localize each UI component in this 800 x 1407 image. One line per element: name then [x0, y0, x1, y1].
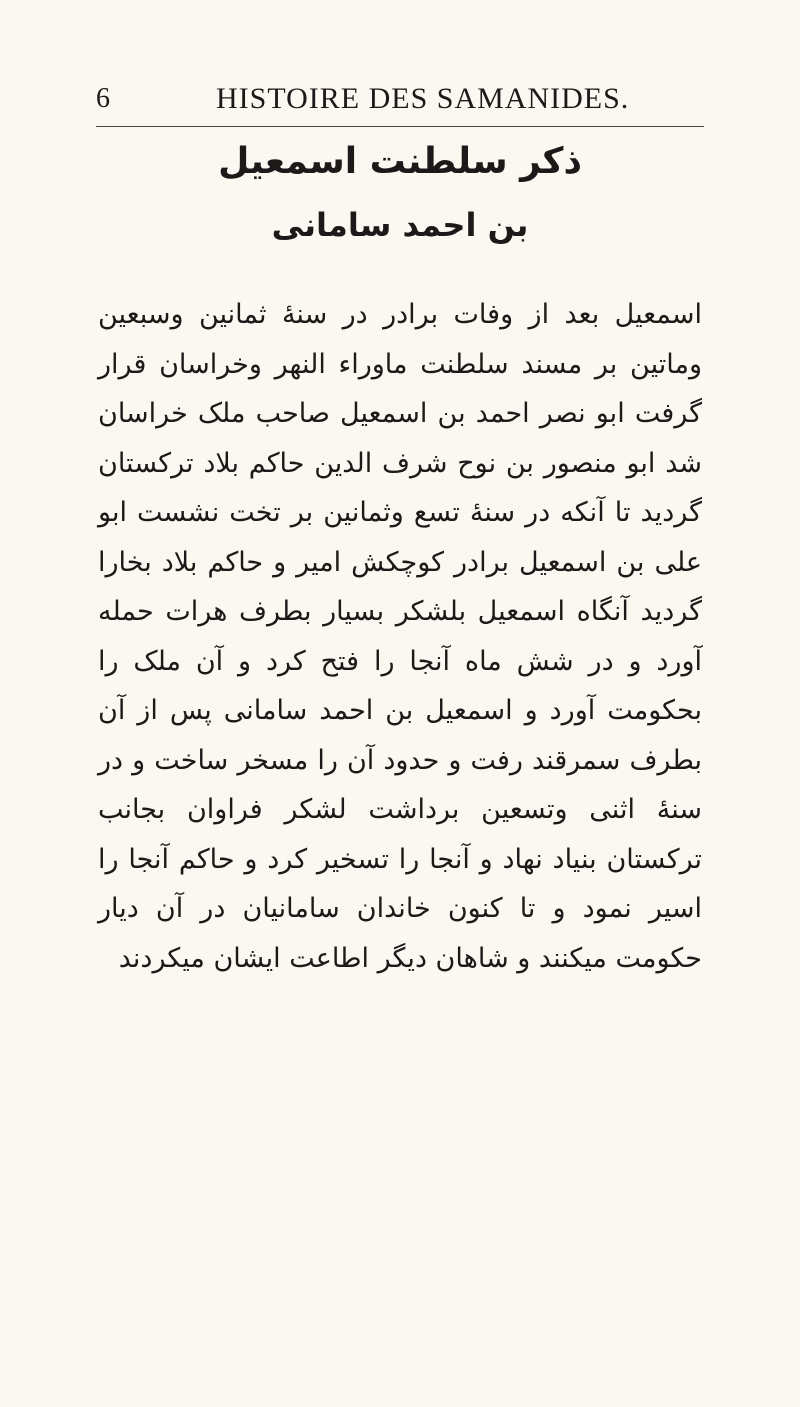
- page-number: 6: [96, 83, 110, 114]
- body-text: [98, 290, 702, 983]
- header-rule: [96, 126, 704, 127]
- chapter-subtitle: بن احمد سامانى: [271, 206, 529, 244]
- body-paragraph: اسمعيل بعد از وفات برادر در سنهٔ ثمانین وسبعین وماتین بر مسند سلطنت ماوراء النهر وخراسان قرار گرفت ابو نصر احمد بن اسمعیل صاحب ملک خراسان شد ابو منصور بن نوح شرف الدین حاکم بلاد ترکستان گردید تا آنکه در سنهٔ تسع وثمانین بر تخت نشست ابو علی بن اسمعیل برادر کوچکش امیر و حاکم بلاد بخارا گردید آنگاه اسمعیل بلشکر بسیار بطرف هرات حمله آورد و در شش ماه آنجا را فتح کرد و آن ملک را بحکومت آورد و اسمعیل بن احمد سامانی پس از آن بطرف سمرقند رفت و حدود آن را مسخر ساخت و در سنهٔ اثنی وتسعین برداشت لشکر فراوان بجانب ترکستان بنیاد نهاد و آنجا را تسخیر کرد و حاکم آنجا را اسیر نمود و تا کنون خاندان سامانیان در آن دیار حکومت میکنند و شاهان دیگر اطاعت ایشان میکردند: [98, 299, 702, 974]
- running-title: HISTOIRE DES SAMANIDES.: [216, 82, 630, 115]
- chapter-title: ذكر سلطنت اسمعيل: [218, 141, 582, 182]
- running-header: [96, 82, 704, 116]
